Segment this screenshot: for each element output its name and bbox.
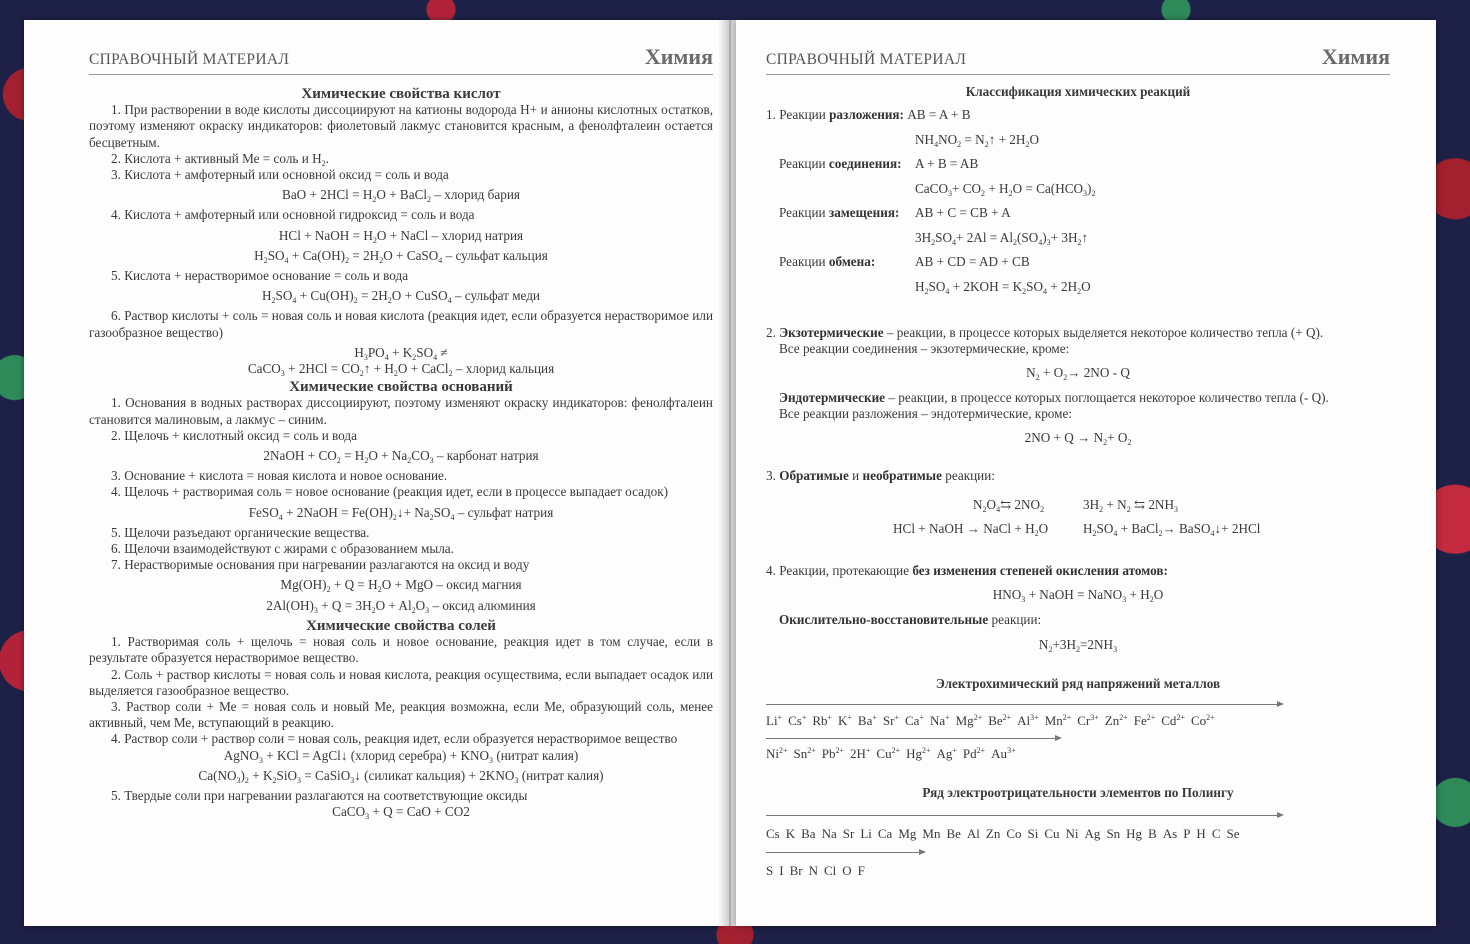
element-symbol: Ag [1084, 826, 1101, 841]
acids-p4: 4. Кислота + амфотерный или основной гидроксид = соль и вода [111, 207, 475, 223]
element-symbol: Se [1226, 826, 1240, 841]
eq-cano3: $Ca(NO_3)_2 + K_2SiO_3$ = CaSiO$_3$↓ (силикат кальция) + $2KNO_3$ (нитрат калия) [198, 767, 604, 785]
element-symbol: Cl [823, 863, 837, 878]
element-symbol: Ca [877, 826, 893, 841]
element-symbol: Sr [842, 826, 855, 841]
acids-p1: 1. При растворении в воде кислоты диссоциируют на катионы водорода Н+ и анионы кислотных остатков, поэтому изменяют окраску индикаторов: фиолетовый лакмус становится красным, а фенолфталеин остается бесцветным. [89, 102, 713, 150]
bases-p6: 6. Щелочи взаимодействуют с жирами с образованием мыла. [111, 541, 454, 557]
classification-title: Классификация химических реакций [965, 84, 1191, 99]
eq-comb: A + B = AB [915, 156, 979, 171]
exothermic-line: 2. Экзотермические – реакции, в процессе которых выделяется некоторое количество тепла (+ Q). [766, 325, 1324, 340]
element-symbol: Si [1027, 826, 1039, 841]
eq-exch: AB + CD = AD + CB [915, 254, 1030, 269]
element-symbol: O [842, 863, 852, 878]
reversible-label: 3. Обратимые и необратимые реакции: [766, 468, 995, 483]
bases-p1: 1. Основания в водных растворах диссоциируют, поэтому изменяют окраску индикаторов: фенолфталеин становится малиновым, а лакмус – синим. [89, 395, 713, 427]
element-symbol: C [1211, 826, 1221, 841]
eq-hcl-naoh: HCl + NaOH = $H_2O$ + NaCl – хлорид натрия [278, 227, 524, 245]
element-symbol: K [785, 826, 796, 841]
eq-aloh: $2Al(OH)_3 + Q = 3H_2O + Al_2O_3$ – оксид алюминия [266, 597, 536, 615]
header-label-right: СПРАВОЧНЫЙ МАТЕРИАЛ [766, 51, 967, 68]
bases-p7: 7. Нерастворимые основания при нагревании разлагаются на оксид и воду [111, 557, 530, 573]
metals-series-row2: $Ni^{2+}$ $Sn^{2+}$ $Pb^{2+}$ 2H+ $Cu^{2+}$ $Hg^{2+}$ Ag+ $Pd^{2+}$ $Au^{3+}$ [766, 746, 1016, 761]
element-symbol: Co [1006, 826, 1022, 841]
page-header-right [766, 44, 1390, 75]
endothermic-sub: Все реакции разложения – эндотермические, кроме: [779, 406, 1073, 421]
substitution-label: Реакции замещения: [779, 205, 900, 220]
left-page [24, 20, 724, 926]
element-symbol: Mn [922, 826, 941, 841]
eq-bacl2: $H_2SO_4$ + BaCl$_2$→ BaSO$_4$↓+ 2HCl [1083, 521, 1261, 538]
element-symbol: Zn [985, 826, 1001, 841]
exothermic-sub: Все реакции соединения – экзотермические, кроме: [779, 341, 1070, 356]
salts-p4: 4. Раствор соли + раствор соли = новая соль, реакция идет, если образуется нерастворимое вещество [111, 731, 678, 747]
pauling-arrow-2 [766, 852, 924, 853]
eq-h2so4-cuoh: $H_2SO_4 + Cu(OH)_2 = 2H_2O$ + CuSO$_4$ – сульфат меди [261, 288, 540, 306]
element-symbol: Hg [1126, 826, 1143, 841]
combination-label: Реакции соединения: [779, 156, 902, 171]
acids-p5: 5. Кислота + нерастворимое основание = соль и вода [111, 268, 409, 284]
metals-series-title: Электрохимический ряд напряжений металлов [935, 676, 1221, 691]
eq-bao: BaO + $2HCl = H_2O$ + BaCl$_2$ – хлорид бария [282, 187, 520, 205]
eq-nh4no2: $NH_4NO_2$ = $N_2↑ + 2H_2O$ [915, 132, 1039, 149]
eq-nh3: $3H_2 + N_2$ ⇆ $2NH_3$ [1083, 497, 1178, 514]
eq-n2-o2: $N_2 + O_2\to 2NO - Q$ [1026, 365, 1130, 382]
element-symbol: H [1196, 826, 1206, 841]
eq-h2so4-koh: $H_2SO_4 + 2KOH = K_2SO_4 + 2H_2O$ [915, 279, 1091, 296]
element-symbol: Ba [801, 826, 816, 841]
element-symbol: Mg [898, 826, 917, 841]
pauling-row2 [766, 863, 871, 879]
acids-p2: 2. Кислота + активный Ме = соль и $Н_2$. [111, 150, 329, 168]
element-symbol: S [766, 863, 774, 878]
header-subject-right: Химия [1321, 44, 1390, 69]
bases-title: Химические свойства оснований [289, 379, 513, 396]
page-header [89, 44, 713, 75]
element-symbol: Li [860, 826, 872, 841]
salts-p3: 3. Раствор соли + Ме = новая соль и новый Ме, реакция возможна, если Ме, образующий соль, менее активный, чем Ме, вступающий в реакцию. [89, 698, 713, 731]
no-oxidation-label: 4. Реакции, протекающие без изменения степеней окисления атомов: [766, 563, 1168, 578]
eq-mgoh: $Mg(OH)_2 + Q = H_2O$ + MgO – оксид магния [280, 577, 522, 595]
element-symbol: Cu [1044, 826, 1060, 841]
salts-p1: 1. Растворимая соль + щелочь = новая соль и новое основание, реакция идет в том случае, если в результате образуется нерастворимое вещество. [89, 634, 713, 666]
eq-h3po4: $H_3PO_4 + K_2SO_4$ ≠ [354, 344, 448, 362]
decomposition-label: 1. Реакции разложения: AB = A + B [766, 107, 971, 122]
acids-p6: 6. Раствор кислоты + соль = новая соль и новая кислота (реакция идет, если образуется нерастворимое или газообразное вещество) [89, 308, 713, 340]
eq-hno3: $HNO_3$ + NaOH = NaNO$_3$ + $H_2O$ [992, 587, 1164, 604]
left-column [89, 86, 713, 820]
eq-agno3: AgNO$_3$ + KCl = AgCl↓ (хлорид серебра) + $KNO_3$ (нитрат калия) [223, 747, 579, 765]
bases-p5: 5. Щелочи разъедают органические вещества. [111, 524, 370, 540]
bases-p2: 2. Щелочь + кислотный оксид = соль и вода [111, 427, 357, 443]
pauling-arrow-1 [766, 815, 1282, 816]
salts-p2: 2. Соль + раствор кислоты = новая соль и новая кислота, реакция осуществима, если выпадает осадок или выделяется газообразное вещество. [89, 666, 713, 698]
element-symbol: P [1183, 826, 1191, 841]
eq-caco3-hcl: CaCO$_3$ + $2HCl = CO_2↑ + H_2O$ + CaCl$_2$ – хлорид кальция [247, 361, 555, 379]
metals-series-row1: Li+ Cs+ Rb+ K+ Ba+ Sr+ Ca+ Na+ $Mg^{2+}$ $Be^{2+}$ $Al^{3+}$ $Mn^{2+}$ $Cr^{3+}$ $Zn^{2+}$ $Fe^{2+}$ $Cd^{2+}$ $Co^{2+}$ [766, 713, 1215, 728]
eq-n2-h2: $N_2+3H_2=2NH_3$ [1038, 637, 1118, 654]
salts-p5: 5. Твердые соли при нагревании разлагаются на соответствующие оксиды [111, 787, 528, 803]
metals-arrow-2 [766, 738, 1060, 739]
eq-subst: AB + C = CB + A [915, 205, 1011, 220]
eq-h2so4-al: $3H_2SO_4+ 2Al = Al_2(SO_4)_3+$ $3H_2↑$ [915, 230, 1089, 247]
element-symbol: Na [821, 826, 837, 841]
element-symbol: Be [946, 826, 961, 841]
element-symbol: N [808, 863, 818, 878]
exchange-label: Реакции обмена: [779, 254, 876, 269]
eq-h2so4-caoh: $H_2SO_4 + Ca(OH)_2 = 2H_2O$ + CaSO$_4$ – сульфат кальция [254, 247, 548, 265]
element-symbol: Sn [1106, 826, 1121, 841]
element-symbol: I [779, 863, 784, 878]
element-symbol: F [857, 863, 865, 878]
eq-caco3-co2: CaCO$_3$+ $CO_2 + H_2O = Ca(HCO_3)_2$ [915, 181, 1096, 198]
eq-caco3-q: CaCO$_3$ + Q = CaO + CO2 [332, 804, 470, 822]
element-symbol: Br [789, 863, 803, 878]
bases-p3: 3. Основание + кислота = новая кислота и новое основание. [111, 468, 448, 484]
bases-p4: 4. Щелочь + растворимая соль = новое основание (реакция идет, если в процессе выпадает осадок) [111, 484, 669, 500]
element-symbol: Cs [766, 826, 780, 841]
metals-arrow-1 [766, 704, 1282, 705]
element-symbol: B [1148, 826, 1157, 841]
endothermic-line: Эндотермические – реакции, в процессе которых поглощается некоторое количество тепла (- Q). [779, 390, 1329, 405]
eq-feso4: FeSO$_4$ + 2NaOH = $Fe(OH)_2↓+ Na_2SO_4$ – сульфат натрия [248, 504, 554, 522]
element-symbol: Ni [1065, 826, 1079, 841]
pauling-title: Ряд электроотрицательности элементов по Полингу [922, 785, 1234, 800]
salts-title: Химические свойства солей [306, 617, 496, 634]
pauling-row1 [766, 826, 1245, 842]
header-subject: Химия [644, 44, 713, 69]
header-label: СПРАВОЧНЫЙ МАТЕРИАЛ [89, 51, 290, 68]
eq-hcl-naoh-irrev: HCl + NaOH → NaCl + $H_2O$ [893, 521, 1049, 538]
eq-naoh-co2: 2NaOH + $CO_2 = H_2O + Na_2CO_3$ – карбонат натрия [263, 448, 539, 466]
acids-p3: 3. Кислота + амфотерный или основной оксид = соль и вода [111, 167, 449, 183]
element-symbol: As [1162, 826, 1178, 841]
redox-label: Окислительно-восстановительные реакции: [779, 612, 1042, 627]
right-page [736, 20, 1436, 926]
acids-title: Химические свойства кислот [301, 86, 501, 102]
eq-n2o4: $N_2O_4⇆$ $2NO_2$ [973, 497, 1045, 514]
eq-2no: $2NO + Q \to N_2+ O_2$ [1024, 430, 1132, 447]
element-symbol: Al [966, 826, 980, 841]
